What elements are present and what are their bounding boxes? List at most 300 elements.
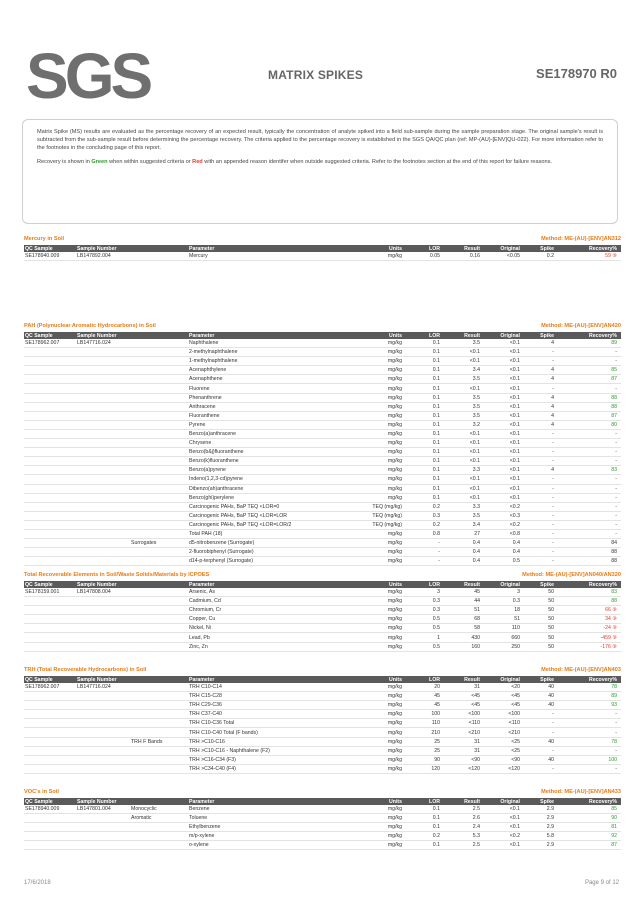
table-cell: <0.1 [444,348,484,357]
section-0 [24,236,621,261]
column-header: Result [444,245,484,252]
table-cell: 50 [524,633,558,642]
table-row [24,252,621,261]
table-cell [76,701,130,710]
table-cell: 40 [524,683,558,692]
table-cell: 0.5 [406,624,444,633]
table-cell: mg/kg [360,557,406,566]
table-cell: Naphthalene [188,339,360,348]
table-cell: <0.1 [444,439,484,448]
table-cell: <0.1 [484,393,524,402]
section-method: Method: ME-(AU)-[ENV]AN420 [541,323,621,329]
table-cell: <0.1 [444,493,484,502]
table-row [24,548,621,557]
table-cell: mg/kg [360,728,406,737]
table-cell: Carcinogenic PAHs, BaP TEQ <LOR=0 [188,502,360,511]
table-cell [24,457,76,466]
table-cell [24,366,76,375]
table-cell: TRH C29-C36 [188,701,360,710]
table-cell [130,502,188,511]
table-cell: <0.1 [484,493,524,502]
table-row [24,728,621,737]
table-cell: Cadmium, Cd [188,597,360,606]
table-cell: 85 [558,366,621,375]
table-cell: 2.5 [444,841,484,850]
column-header: Sample Number [76,581,130,588]
table-cell [130,746,188,755]
table-cell [130,520,188,529]
column-header: Recovery% [558,332,621,339]
table-cell: mg/kg [360,411,406,420]
table-cell: Arsenic, As [188,588,360,597]
table-cell: 250 [484,642,524,651]
table-cell: 51 [484,615,524,624]
table-cell [24,841,76,850]
table-row [24,692,621,701]
table-cell: mg/kg [360,624,406,633]
table-cell: - [558,448,621,457]
table-cell: Monocyclic [130,805,188,814]
table-cell: 100 [406,710,444,719]
table-cell: -24 ⑨ [558,624,621,633]
table-cell: - [524,529,558,538]
column-header: LOR [406,676,444,683]
table-cell: TRH C10-C14 [188,683,360,692]
table-cell [76,375,130,384]
table-row [24,701,621,710]
table-cell: 0.2 [406,832,444,841]
column-header: Original [484,581,524,588]
table-cell [24,448,76,457]
table-cell: mg/kg [360,755,406,764]
table-cell: mg/kg [360,832,406,841]
column-header: Parameter [188,581,360,588]
table-cell: 25 [406,746,444,755]
table-cell [24,529,76,538]
table-cell [130,728,188,737]
document-id: SE178970 R0 [536,66,617,81]
table-cell [130,597,188,606]
column-header: Parameter [188,798,360,805]
page-title: MATRIX SPIKES [268,68,364,82]
table-cell: <210 [444,728,484,737]
table-cell: SE178940.009 [24,252,76,261]
table-cell: 430 [444,633,484,642]
table-cell: mg/kg [360,402,406,411]
column-header: QC Sample [24,581,76,588]
table-cell: 0.2 [406,520,444,529]
table-cell: Total PAH (18) [188,529,360,538]
table-cell: <0.1 [444,475,484,484]
table-cell: 0.8 [406,529,444,538]
table-cell: 31 [444,746,484,755]
table-cell: 87 [558,411,621,420]
table-cell [130,719,188,728]
table-cell: 0.5 [406,642,444,651]
table-cell: Chrysene [188,439,360,448]
column-header: Recovery% [558,676,621,683]
table-cell: 0.05 [406,252,444,261]
table-cell: 3.2 [444,420,484,429]
table-cell: <0.8 [484,529,524,538]
table-cell [76,393,130,402]
table-cell [76,557,130,566]
table-cell: <120 [484,764,524,773]
table-cell [76,529,130,538]
table-cell: 34 ⑨ [558,615,621,624]
table-row [24,841,621,850]
table-cell: Copper, Cu [188,615,360,624]
column-header [130,581,188,588]
table-cell [76,439,130,448]
table-cell: Indeno(1,2,3-cd)pyrene [188,475,360,484]
table-cell [76,624,130,633]
table-cell: - [524,384,558,393]
table-cell: - [406,539,444,548]
table-cell [76,493,130,502]
table-cell: 0.2 [406,502,444,511]
table-cell: - [558,384,621,393]
table-cell [24,357,76,366]
table-cell [24,832,76,841]
table-row [24,615,621,624]
table-cell: 50 [524,642,558,651]
column-header: Result [444,676,484,683]
table-cell: - [524,511,558,520]
table-cell: TRH C15-C28 [188,692,360,701]
column-header: Result [444,332,484,339]
column-header: Recovery% [558,798,621,805]
table-cell [76,457,130,466]
table-cell [76,832,130,841]
table-cell: <0.1 [484,448,524,457]
table-cell: 660 [484,633,524,642]
column-header: Spike [524,332,558,339]
table-cell [76,692,130,701]
table-cell: - [524,520,558,529]
table-cell [76,719,130,728]
table-cell: SE178962.007 [24,339,76,348]
table-cell: mg/kg [360,529,406,538]
table-cell: TRH F Bands [130,737,188,746]
table-cell: o-xylene [188,841,360,850]
table-cell: mg/kg [360,339,406,348]
table-cell: - [558,728,621,737]
table-cell [24,420,76,429]
column-header [130,798,188,805]
table-cell [76,539,130,548]
table-row [24,448,621,457]
table-cell: 3.4 [444,520,484,529]
section-title: VOC's in Soil [24,789,59,795]
table-cell [76,466,130,475]
table-cell: mg/kg [360,375,406,384]
table-cell [24,466,76,475]
table-cell: <0.1 [484,805,524,814]
table-cell [76,737,130,746]
table-cell: 0.1 [406,375,444,384]
table-cell: 40 [524,692,558,701]
table-cell: 3.5 [444,339,484,348]
table-cell [76,384,130,393]
table-cell: mg/kg [360,457,406,466]
column-header: Recovery% [558,581,621,588]
section-method: Method: ME-(AU)-[ENV]AN433 [541,789,621,795]
table-cell: TEQ (mg/kg) [360,502,406,511]
column-header: Units [360,676,406,683]
table-row [24,366,621,375]
table-row [24,393,621,402]
table-cell: <0.1 [484,384,524,393]
table-cell: 3.5 [444,402,484,411]
table-cell: - [558,348,621,357]
table-cell: mg/kg [360,633,406,642]
table-cell: Anthracene [188,402,360,411]
table-cell: <0.1 [444,429,484,438]
section-4 [24,789,621,850]
table-cell: - [558,529,621,538]
table-cell: 0.1 [406,457,444,466]
table-row [24,557,621,566]
table-cell [130,606,188,615]
column-header: Sample Number [76,676,130,683]
table-cell: mg/kg [360,484,406,493]
table-cell: 120 [406,764,444,773]
column-header [130,676,188,683]
section-header [24,572,621,581]
table-cell: Nickel, Ni [188,624,360,633]
table-cell: mg/kg [360,448,406,457]
table-cell: mg/kg [360,597,406,606]
table-row [24,597,621,606]
table-cell: - [558,710,621,719]
table-cell: <45 [484,701,524,710]
table-cell: 31 [444,683,484,692]
table-header-row [24,798,621,805]
table-cell: mg/kg [360,252,406,261]
table-cell: 18 [484,606,524,615]
table-cell: <110 [444,719,484,728]
table-cell: 0.1 [406,429,444,438]
table-cell: <100 [484,710,524,719]
column-header: Parameter [188,245,360,252]
section-header [24,323,621,332]
table-header-row [24,245,621,252]
table-cell: <120 [444,764,484,773]
table-cell [130,439,188,448]
table-cell: SE178940.009 [24,805,76,814]
table-cell: - [524,448,558,457]
table-cell [130,683,188,692]
table-cell [130,375,188,384]
table-cell: - [558,746,621,755]
table-cell: - [524,357,558,366]
table-cell: - [524,548,558,557]
table-cell: SE178159.001 [24,588,76,597]
table-cell [76,597,130,606]
table-cell: <0.1 [484,402,524,411]
table-cell: - [406,548,444,557]
table-row [24,683,621,692]
table-row [24,339,621,348]
table-cell: 40 [524,701,558,710]
table-cell: Benzo(b&j)fluoranthene [188,448,360,457]
table-cell: 0.1 [406,366,444,375]
table-row [24,402,621,411]
table-cell [130,755,188,764]
table-cell: 0.2 [524,252,558,261]
green-label: Green [91,159,108,165]
table-cell [24,511,76,520]
table-cell: <0.1 [484,457,524,466]
table-header-row [24,676,621,683]
table-cell [24,701,76,710]
table-cell: 89 [558,339,621,348]
table-cell: <0.1 [484,357,524,366]
table-cell: <0.1 [484,429,524,438]
table-cell: <0.1 [484,484,524,493]
table-cell: - [524,348,558,357]
table-cell: <25 [484,746,524,755]
table-cell: mg/kg [360,823,406,832]
table-cell: - [558,357,621,366]
table-cell: <0.05 [484,252,524,261]
table-cell [24,710,76,719]
table-cell: 0.1 [406,384,444,393]
column-header: QC Sample [24,676,76,683]
table-cell: 3 [484,588,524,597]
table-cell [130,548,188,557]
table-cell [130,393,188,402]
intro-box [22,119,618,224]
table-cell: mg/kg [360,539,406,548]
table-cell: 50 [524,588,558,597]
table-row [24,832,621,841]
table-cell: <0.1 [484,420,524,429]
table-cell: - [524,475,558,484]
table-cell: Aromatic [130,814,188,823]
table-cell: Chromium, Cr [188,606,360,615]
table-cell: <25 [484,737,524,746]
table-cell [130,624,188,633]
table-cell: TRH >C10-C16 - Naphthalene (F2) [188,746,360,755]
table-cell: 88 [558,557,621,566]
table-cell: 50 [524,606,558,615]
column-header: Original [484,332,524,339]
table-cell: 80 [558,420,621,429]
table-cell: 66 ⑨ [558,606,621,615]
table-cell [76,475,130,484]
table-row [24,457,621,466]
table-cell: SE178962.007 [24,683,76,692]
table-cell [76,366,130,375]
table-cell: <0.1 [484,466,524,475]
table-row [24,529,621,538]
column-header: Sample Number [76,332,130,339]
table-cell: 0.1 [406,393,444,402]
table-cell: 2-fluorobiphenyl (Surrogate) [188,548,360,557]
table-cell: - [558,475,621,484]
table-cell: 88 [558,548,621,557]
table-cell: - [524,710,558,719]
table-cell: mg/kg [360,493,406,502]
table-cell [24,402,76,411]
table-cell [130,529,188,538]
table-cell: LB147801.004 [76,805,130,814]
results-table [24,332,621,566]
table-cell: - [558,520,621,529]
table-cell [76,357,130,366]
results-table [24,581,621,652]
table-cell: 0.3 [406,511,444,520]
table-cell: 0.1 [406,484,444,493]
column-header: Recovery% [558,245,621,252]
table-cell: - [524,557,558,566]
table-row [24,493,621,502]
table-cell: 100 [558,755,621,764]
section-header [24,789,621,798]
table-cell: 83 [558,466,621,475]
table-cell [24,539,76,548]
table-cell [24,393,76,402]
table-cell [24,597,76,606]
section-method: Method: ME-(AU)-[ENV]AN312 [541,236,621,242]
column-header [130,332,188,339]
section-method: Method: ME-(AU)-[ENV]AN040/AN320 [522,572,621,578]
table-row [24,805,621,814]
table-cell [76,814,130,823]
table-cell: mg/kg [360,439,406,448]
table-cell: 45 [406,692,444,701]
table-header-row [24,581,621,588]
table-cell [24,755,76,764]
table-cell: TRH C10-C40 Total (F bands) [188,728,360,737]
table-cell: TRH >C16-C34 (F3) [188,755,360,764]
table-cell: Benzene [188,805,360,814]
table-cell: - [524,746,558,755]
table-cell [130,701,188,710]
table-cell: 0.5 [406,615,444,624]
table-row [24,411,621,420]
table-cell: 59 ⑨ [558,252,621,261]
table-cell: - [524,429,558,438]
column-header: Original [484,798,524,805]
table-cell: LB147892.004 [76,252,130,261]
table-cell: 90 [406,755,444,764]
table-cell: Fluoranthene [188,411,360,420]
column-header: Parameter [188,676,360,683]
column-header: Spike [524,581,558,588]
footer-page-number: Page 9 of 12 [584,880,619,886]
section-3 [24,667,621,774]
table-cell [76,411,130,420]
table-cell [24,814,76,823]
table-cell: mg/kg [360,588,406,597]
table-cell [130,692,188,701]
table-cell: 0.1 [406,339,444,348]
footer-date: 17/6/2018 [24,880,51,886]
table-cell [130,339,188,348]
table-cell [130,633,188,642]
table-cell: <45 [484,692,524,701]
table-row [24,357,621,366]
table-cell [130,588,188,597]
section-title: Total Recoverable Elements in Soil/Waste Solids/Materials by ICPOES [24,572,210,578]
table-cell [130,357,188,366]
table-cell: 0.1 [406,348,444,357]
column-header: QC Sample [24,245,76,252]
table-row [24,710,621,719]
